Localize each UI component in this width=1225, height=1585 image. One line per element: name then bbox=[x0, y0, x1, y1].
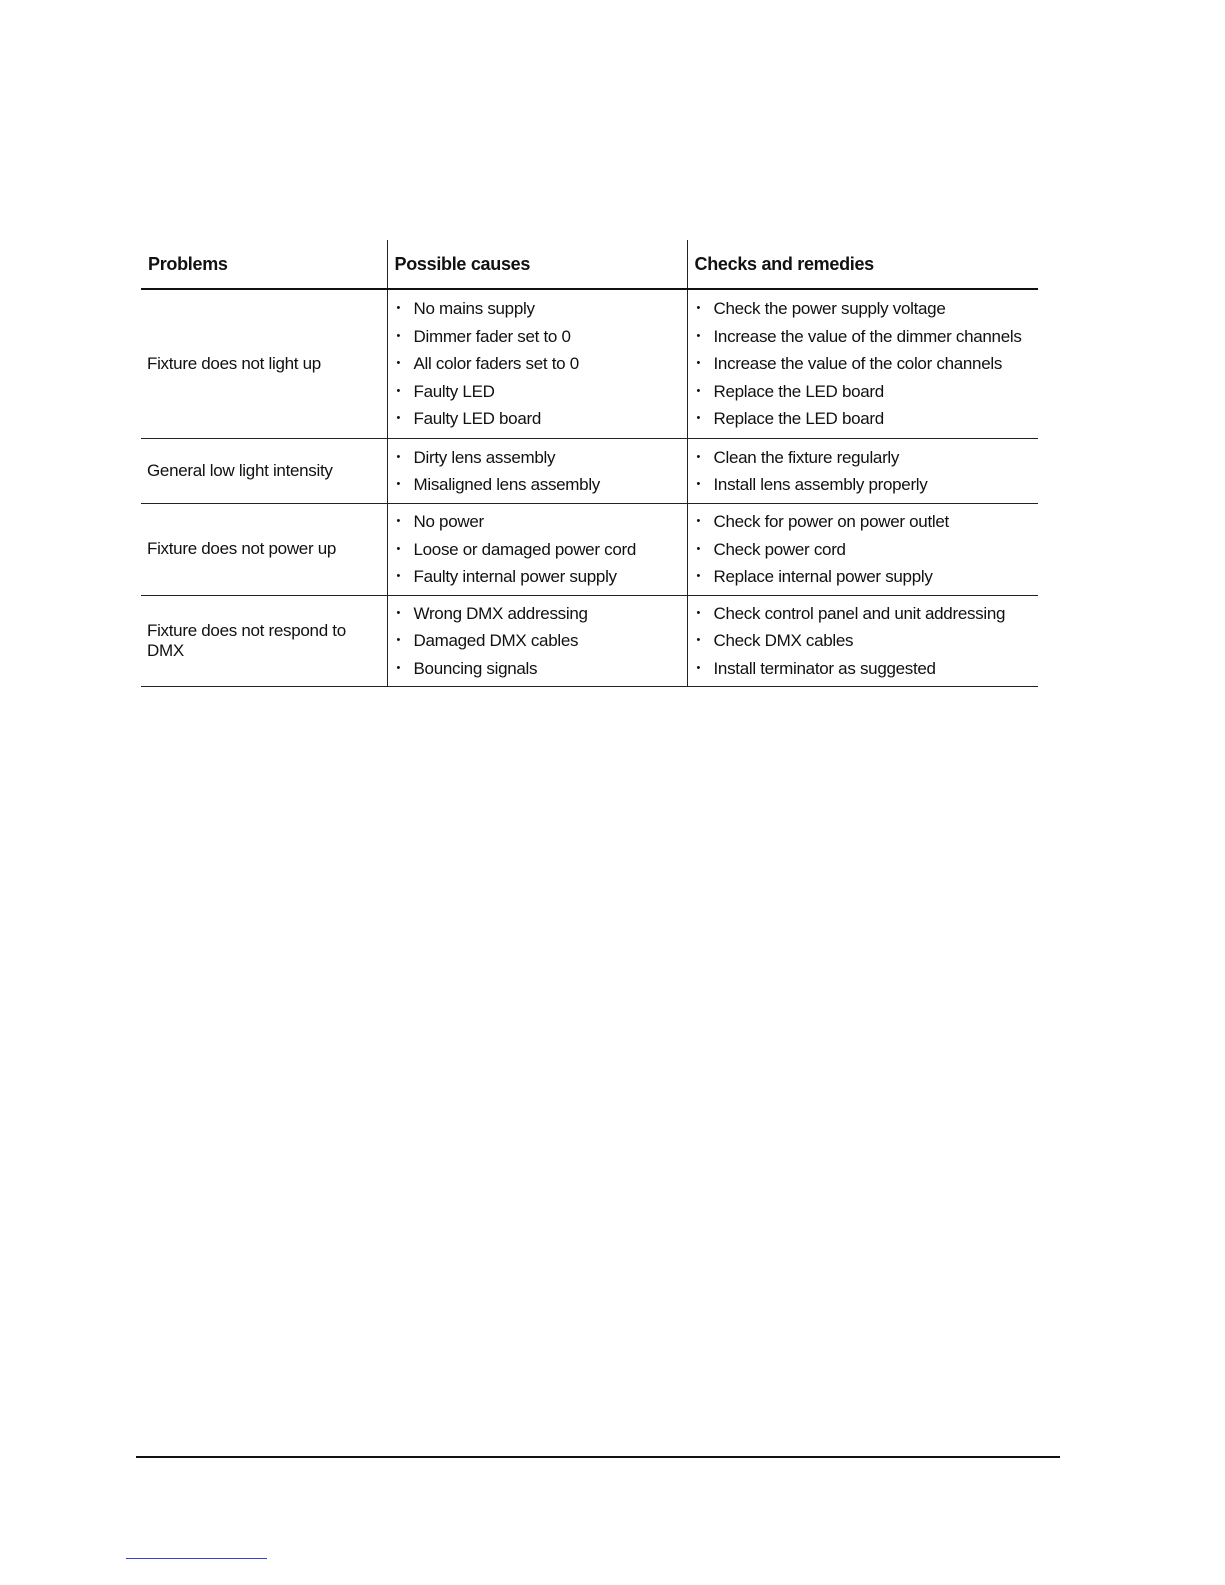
link-underline bbox=[126, 1558, 267, 1559]
causes-list bbox=[395, 440, 687, 503]
remedies-list bbox=[695, 440, 1039, 503]
cause-item: • No mains supply bbox=[395, 295, 687, 323]
problem-cell: Fixture does not respond to DMX bbox=[141, 595, 387, 687]
cause-item: • Faulty LED bbox=[395, 378, 687, 406]
causes-list bbox=[395, 596, 687, 687]
causes-cell bbox=[387, 595, 687, 687]
remedy-item: • Check DMX cables bbox=[695, 627, 1039, 655]
remedies-list bbox=[695, 504, 1039, 595]
problem-cell: Fixture does not light up bbox=[141, 289, 387, 439]
remedy-item: • Replace internal power supply bbox=[695, 563, 1039, 591]
remedy-item: • Replace the LED board bbox=[695, 405, 1039, 433]
remedy-item: • Replace the LED board bbox=[695, 378, 1039, 406]
causes-cell bbox=[387, 504, 687, 596]
remedies-cell bbox=[687, 439, 1038, 504]
remedies-list bbox=[695, 291, 1039, 437]
table-header-row bbox=[141, 240, 1038, 289]
remedies-cell bbox=[687, 289, 1038, 439]
causes-list bbox=[395, 504, 687, 595]
table-row bbox=[141, 439, 1038, 504]
header-problems: Problems bbox=[141, 240, 387, 289]
cause-item: • Wrong DMX addressing bbox=[395, 600, 687, 628]
cause-item: • Damaged DMX cables bbox=[395, 627, 687, 655]
remedies-list bbox=[695, 596, 1039, 687]
cause-item: • Dimmer fader set to 0 bbox=[395, 323, 687, 351]
troubleshooting-table bbox=[141, 240, 1038, 687]
remedy-item: • Increase the value of the dimmer channels bbox=[695, 323, 1039, 351]
remedy-item: • Check for power on power outlet bbox=[695, 508, 1039, 536]
causes-cell bbox=[387, 439, 687, 504]
table-row bbox=[141, 595, 1038, 687]
table-row bbox=[141, 289, 1038, 439]
problem-cell: General low light intensity bbox=[141, 439, 387, 504]
causes-list bbox=[395, 291, 687, 437]
remedy-item: • Clean the fixture regularly bbox=[695, 444, 1039, 472]
remedy-item: • Install lens assembly properly bbox=[695, 471, 1039, 499]
causes-cell bbox=[387, 289, 687, 439]
cause-item: • Faulty LED board bbox=[395, 405, 687, 433]
cause-item: • Dirty lens assembly bbox=[395, 444, 687, 472]
header-checks-and-remedies: Checks and remedies bbox=[687, 240, 1038, 289]
remedy-item: • Install terminator as suggested bbox=[695, 655, 1039, 683]
cause-item: • Faulty internal power supply bbox=[395, 563, 687, 591]
remedy-item: • Check power cord bbox=[695, 536, 1039, 564]
problem-cell: Fixture does not power up bbox=[141, 504, 387, 596]
footer-divider bbox=[136, 1456, 1060, 1458]
cause-item: • Loose or damaged power cord bbox=[395, 536, 687, 564]
remedies-cell bbox=[687, 595, 1038, 687]
header-possible-causes: Possible causes bbox=[387, 240, 687, 289]
cause-item: • All color faders set to 0 bbox=[395, 350, 687, 378]
remedies-cell bbox=[687, 504, 1038, 596]
table-row bbox=[141, 504, 1038, 596]
remedy-item: • Increase the value of the color channels bbox=[695, 350, 1039, 378]
cause-item: • Bouncing signals bbox=[395, 655, 687, 683]
cause-item: • Misaligned lens assembly bbox=[395, 471, 687, 499]
remedy-item: • Check the power supply voltage bbox=[695, 295, 1039, 323]
remedy-item: • Check control panel and unit addressing bbox=[695, 600, 1039, 628]
cause-item: • No power bbox=[395, 508, 687, 536]
